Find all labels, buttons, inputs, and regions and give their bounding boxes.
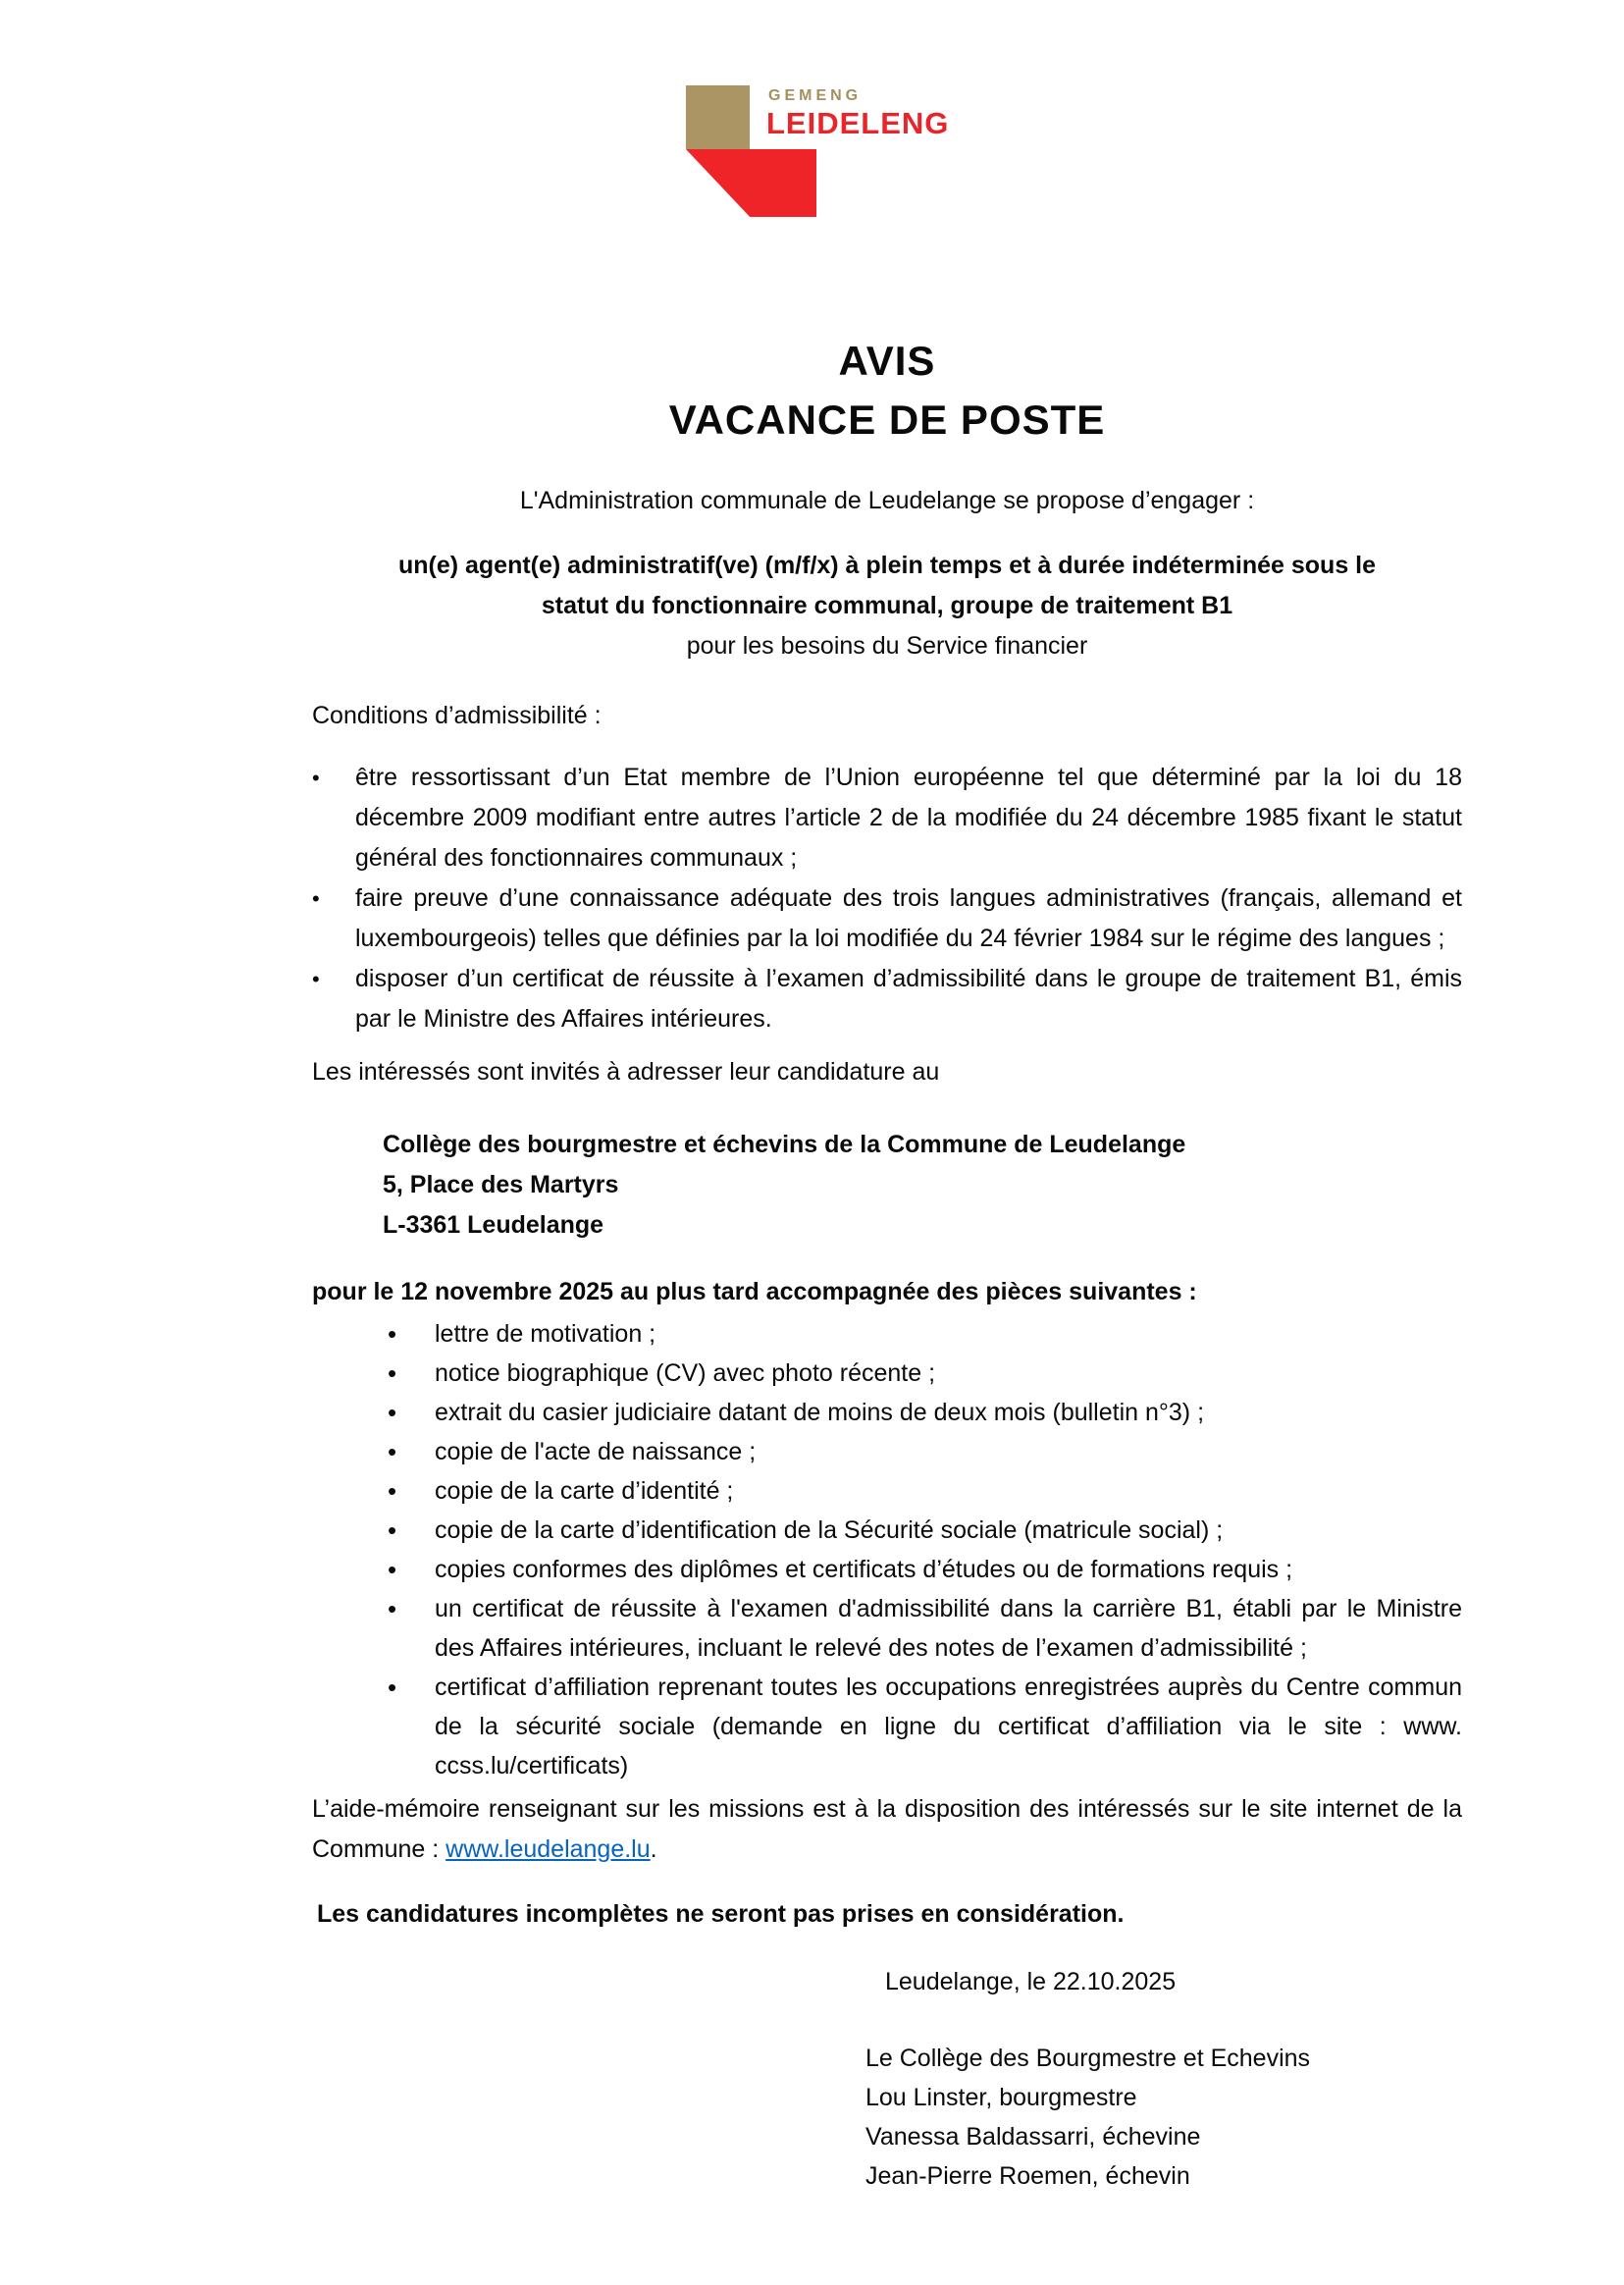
signature-line: Vanessa Baldassarri, échevine xyxy=(865,2123,1201,2151)
condition-item-text: disposer d’un certificat de réussite à l’examen d’admissibilité dans le groupe de traitement B1, émis par le Ministre des Affaires intérieures. xyxy=(355,965,1462,1033)
document-item xyxy=(388,1314,1462,1354)
bullet-icon xyxy=(388,1511,435,1550)
document-content xyxy=(312,0,1462,2196)
bullet-icon xyxy=(388,1314,435,1354)
document-item xyxy=(388,1354,1462,1393)
bullet-icon xyxy=(388,1471,435,1511)
page-title-line: VACANCE DE POSTE xyxy=(668,397,1106,443)
deadline-line: pour le 12 novembre 2025 au plus tard accompagnée des pièces suivantes : xyxy=(312,1278,1197,1305)
leudelange-website-link[interactable]: www.leudelange.lu xyxy=(445,1835,651,1863)
bullet-icon xyxy=(388,1354,435,1393)
document-item-text: copies conformes des diplômes et certificats d’études ou de formations requis ; xyxy=(435,1556,1293,1583)
conditions-heading: Conditions d’admissibilité : xyxy=(312,702,602,729)
bullet-icon xyxy=(312,959,355,999)
address-line: Collège des bourgmestre et échevins de la Commune de Leudelange xyxy=(383,1131,1186,1158)
signature-line: Lou Linster, bourgmestre xyxy=(865,2084,1137,2111)
aide-memoire-text: L’aide-mémoire renseignant sur les missions est à la disposition des intéressés sur le site internet de la Commune : xyxy=(312,1795,1462,1863)
condition-item-text: être ressortissant d’un Etat membre de l’Union européenne tel que déterminé par la loi du 18 décembre 2009 modifiant entre autres l’article 2 de la modifiée du 24 décembre 1985 fixant le statut général des fonctionnaires communaux ; xyxy=(355,764,1462,872)
document-item-text: un certificat de réussite à l'examen d'admissibilité dans la carrière B1, établi par le Ministre des Affaires intérieures, incluant le relevé des notes de l’examen d’admissibilité ; xyxy=(435,1595,1462,1662)
page-title-line: AVIS xyxy=(838,338,936,384)
document-item xyxy=(388,1432,1462,1471)
document-item xyxy=(388,1471,1462,1511)
intro-paragraph: L'Administration communale de Leudelange se propose d’engager : xyxy=(519,487,1255,514)
bullet-icon xyxy=(388,1668,435,1707)
conditions-list xyxy=(312,758,1462,1039)
position-heading-line: statut du fonctionnaire communal, groupe de traitement B1 xyxy=(541,592,1233,619)
document-item-text: extrait du casier judiciaire datant de moins de deux mois (bulletin n°3) ; xyxy=(435,1399,1205,1426)
position-heading xyxy=(312,546,1462,626)
signature-line: Jean-Pierre Roemen, échevin xyxy=(865,2162,1190,2190)
document-item-text: copie de l'acte de naissance ; xyxy=(435,1438,757,1465)
signature-line: Le Collège des Bourgmestre et Echevins xyxy=(865,2045,1311,2072)
address-line: L-3361 Leudelange xyxy=(383,1211,604,1239)
address-block xyxy=(383,1125,1462,1246)
document-item xyxy=(388,1668,1462,1785)
signature-block xyxy=(865,2039,1462,2196)
bullet-icon xyxy=(388,1393,435,1432)
document-item-text: lettre de motivation ; xyxy=(435,1320,656,1348)
condition-item xyxy=(312,878,1462,959)
bullet-icon xyxy=(388,1550,435,1589)
application-lead: Les intéressés sont invités à adresser leur candidature au xyxy=(312,1058,940,1086)
position-heading-line: un(e) agent(e) administratif(ve) (m/f/x) à plein temps et à durée indéterminée sous le xyxy=(397,552,1377,579)
logo-leideleng-text: LEIDELENG xyxy=(766,106,950,140)
document-item-text: copie de la carte d’identité ; xyxy=(435,1477,734,1505)
document-item-text: certificat d’affiliation reprenant toutes les occupations enregistrées auprès du Centre commun de la sécurité sociale (demande en ligne du certificat d’affiliation via le site : www. ccss.lu/certificats) xyxy=(435,1674,1462,1780)
bullet-icon xyxy=(312,758,355,798)
document-item xyxy=(388,1393,1462,1432)
incomplete-applications-warning: Les candidatures incomplètes ne seront pas prises en considération. xyxy=(317,1900,1125,1928)
aide-memoire-paragraph xyxy=(312,1789,1462,1870)
document-item xyxy=(388,1550,1462,1589)
document-item xyxy=(388,1511,1462,1550)
position-subtitle: pour les besoins du Service financier xyxy=(686,632,1088,660)
bullet-icon xyxy=(388,1589,435,1628)
document-item xyxy=(388,1589,1462,1668)
document-item-text: copie de la carte d’identification de la Sécurité sociale (matricule social) ; xyxy=(435,1516,1224,1544)
address-line: 5, Place des Martyrs xyxy=(383,1171,619,1198)
condition-item xyxy=(312,758,1462,878)
page-title xyxy=(312,332,1462,450)
logo-gemeng-text: GEMENG xyxy=(768,87,863,104)
condition-item xyxy=(312,959,1462,1039)
aide-memoire-period: . xyxy=(650,1835,657,1863)
condition-item-text: faire preuve d’une connaissance adéquate des trois langues administratives (français, allemand et luxembourgeois) telles que définies par la loi modifiée du 24 février 1984 sur le régime des langues ; xyxy=(355,884,1462,952)
bullet-icon xyxy=(312,878,355,919)
date-line: Leudelange, le 22.10.2025 xyxy=(885,1968,1177,1995)
documents-list xyxy=(388,1314,1462,1785)
document-item-text: notice biographique (CV) avec photo récente ; xyxy=(435,1359,936,1387)
bullet-icon xyxy=(388,1432,435,1471)
